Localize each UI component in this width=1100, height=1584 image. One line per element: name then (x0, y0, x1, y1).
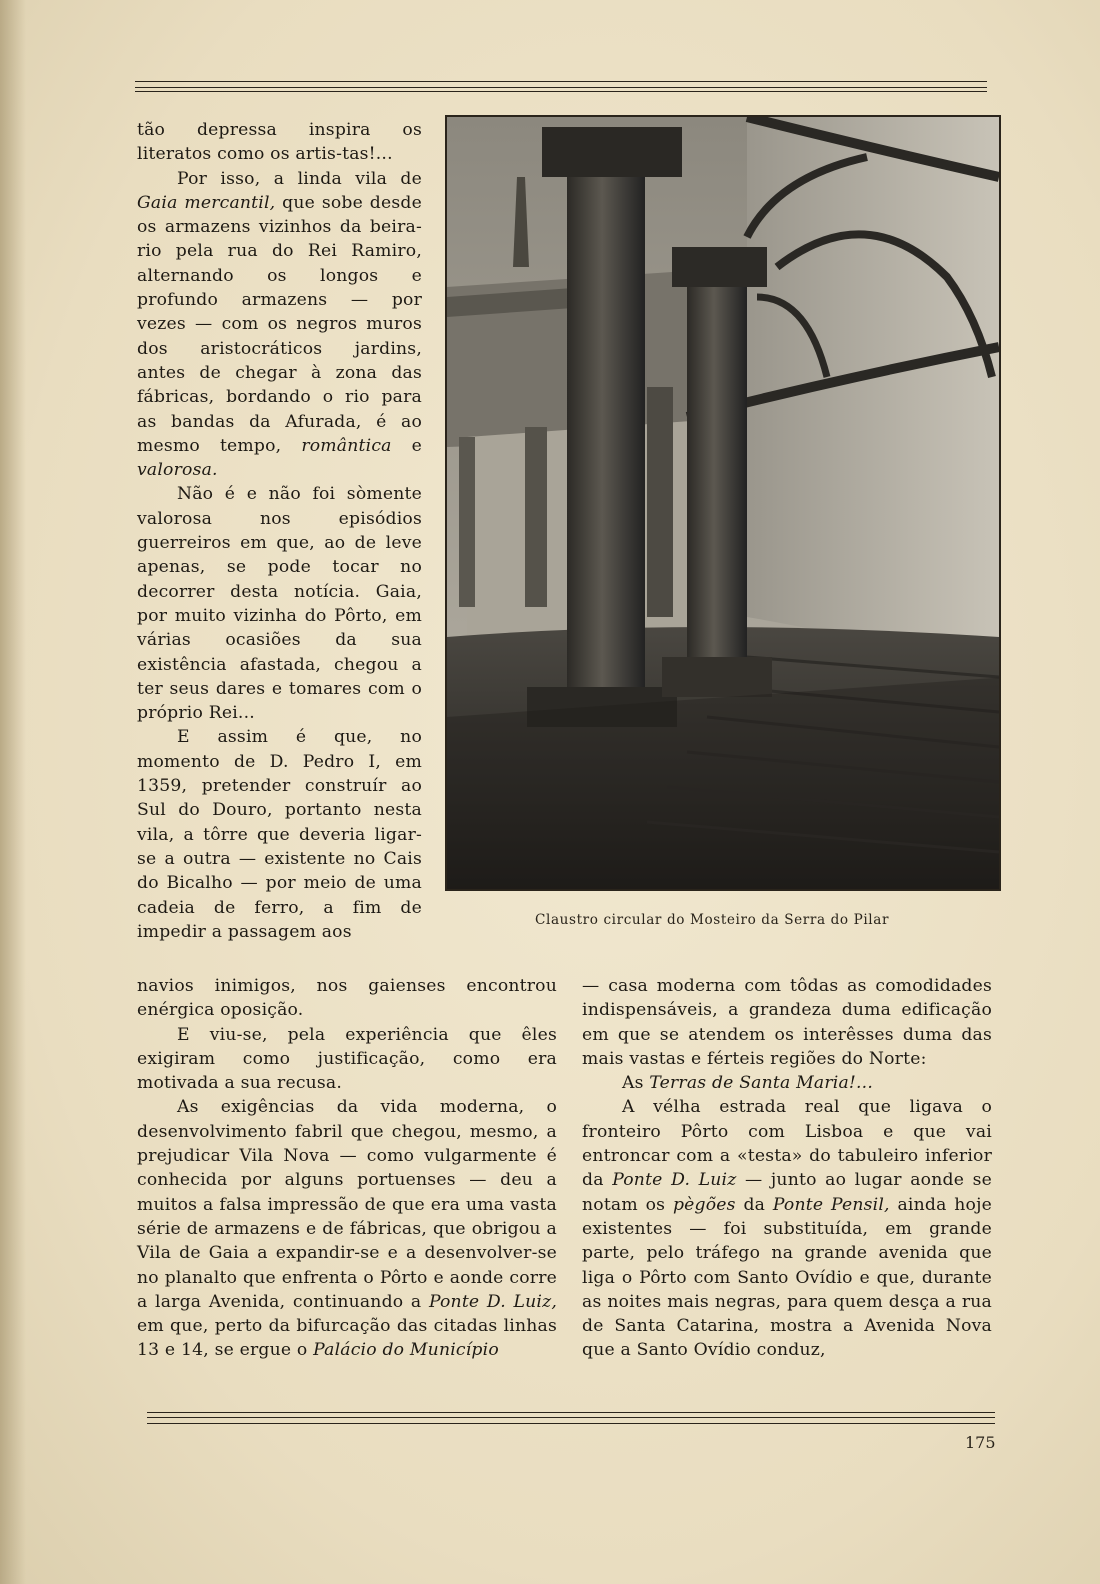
header-double-rule (135, 81, 987, 93)
footer-double-rule (147, 1412, 995, 1424)
text-column-left-lower (137, 974, 557, 1363)
paragraph (137, 1023, 557, 1096)
paragraph (137, 482, 422, 725)
paragraph (137, 1095, 557, 1362)
text-run: navios inimigos, nos gaienses encontrou enérgica oposição. (137, 976, 557, 1021)
text-run: Por isso, a linda vila de (177, 168, 422, 189)
text-column-left-upper (137, 118, 422, 944)
text-run: — junto ao lugar aonde se notam os (582, 1170, 992, 1215)
italic-text: valorosa. (137, 460, 218, 481)
text-run: que sobe desde os armazens vizinhos da beira-rio pela rua do Rei Ramiro, alternando os longos e profundo armazens — por vezes — com os negros muros dos aristocráticos jardins, antes de chegar à zona das fábricas, bordando o rio para as bandas da Afurada, é ao mesmo tempo, (137, 192, 422, 456)
text-run: Não é e não foi sòmente valorosa nos episódios guerreiros em que, ao de leve apenas, se pode tocar no decorrer desta notícia. Gaia, por muito vizinha do Pôrto, em várias ocasiões da sua existência afastada, chegou a ter seus dares e tomares com o próprio Rei... (137, 484, 422, 724)
italic-text: Gaia mercantil, (137, 192, 276, 213)
italic-text: Terras de Santa Maria!... (649, 1073, 874, 1094)
paragraph (582, 1095, 992, 1362)
text-run: E assim é que, no momento de D. Pedro I, em 1359, pretender construír ao Sul do Douro, portanto nesta vila, a tôrre que deveria ligar-se a outra — existente no Cais do Bicalho — por meio de uma cadeia de ferro, a fim de impedir a passagem aos (137, 727, 422, 942)
text-run: tão depressa inspira os literatos como os artis-tas!... (137, 120, 422, 165)
italic-text: Palácio do Município (313, 1340, 499, 1361)
paragraph (137, 725, 422, 944)
figure-caption: Claustro circular do Mosteiro da Serra do Pilar (535, 912, 890, 928)
page-number: 175 (965, 1433, 996, 1452)
paragraph (137, 974, 557, 1023)
text-run: e (391, 435, 422, 456)
text-run: A vélha estrada real que ligava o fronteiro Pôrto com Lisboa e que vai entroncar com a «testa» do tabuleiro inferior da (582, 1097, 992, 1191)
text-run: As (622, 1073, 650, 1094)
paragraph (582, 974, 992, 1071)
paragraph (137, 167, 422, 483)
italic-text: pègões (672, 1194, 736, 1215)
italic-text: Ponte D. Luiz, (428, 1291, 557, 1312)
text-run: As exigências da vida moderna, o desenvolvimento fabril que chegou, mesmo, a prejudicar Vila Nova — como vulgarmente é conhecida por alguns portuenses — deu a muitos a falsa impressão de que era uma vasta série de armazens e de fábricas, que obrigou a Vila de Gaia a expandir-se e a desenvolver-se no planalto que enfrenta o Pôrto e aonde corre a larga Avenida, continuando a (137, 1097, 557, 1312)
text-run: E viu-se, pela experiência que êles exigiram como justificação, como era motivada a sua recusa. (137, 1024, 557, 1094)
italic-text: Ponte D. Luiz (612, 1170, 737, 1191)
italic-text: Ponte Pensil, (772, 1194, 890, 1215)
italic-text: romântica (301, 435, 392, 456)
paragraph (582, 1071, 992, 1095)
text-run: ainda hoje existentes — foi substituída, em grande parte, pelo tráfego na grande avenida que liga o Pôrto com Santo Ovídio e que, durante as noites mais negras, para quem desça a rua de Santa Catarina, mostra a Avenida Nova que a Santo Ovídio conduz, (582, 1194, 993, 1361)
page-edge-shadow (0, 0, 26, 1584)
text-run: da (735, 1194, 773, 1215)
text-column-right-lower (582, 974, 992, 1363)
text-run: — casa moderna com tôdas as comodidades indispensáveis, a grandeza duma edificação em que se atendem os interêsses duma das mais vastas e férteis regiões do Norte: (582, 976, 992, 1069)
cloister-photograph (445, 115, 1001, 891)
text-run: em que, perto da bifurcação das citadas linhas 13 e 14, se ergue o (137, 1316, 557, 1361)
paragraph (137, 118, 422, 167)
